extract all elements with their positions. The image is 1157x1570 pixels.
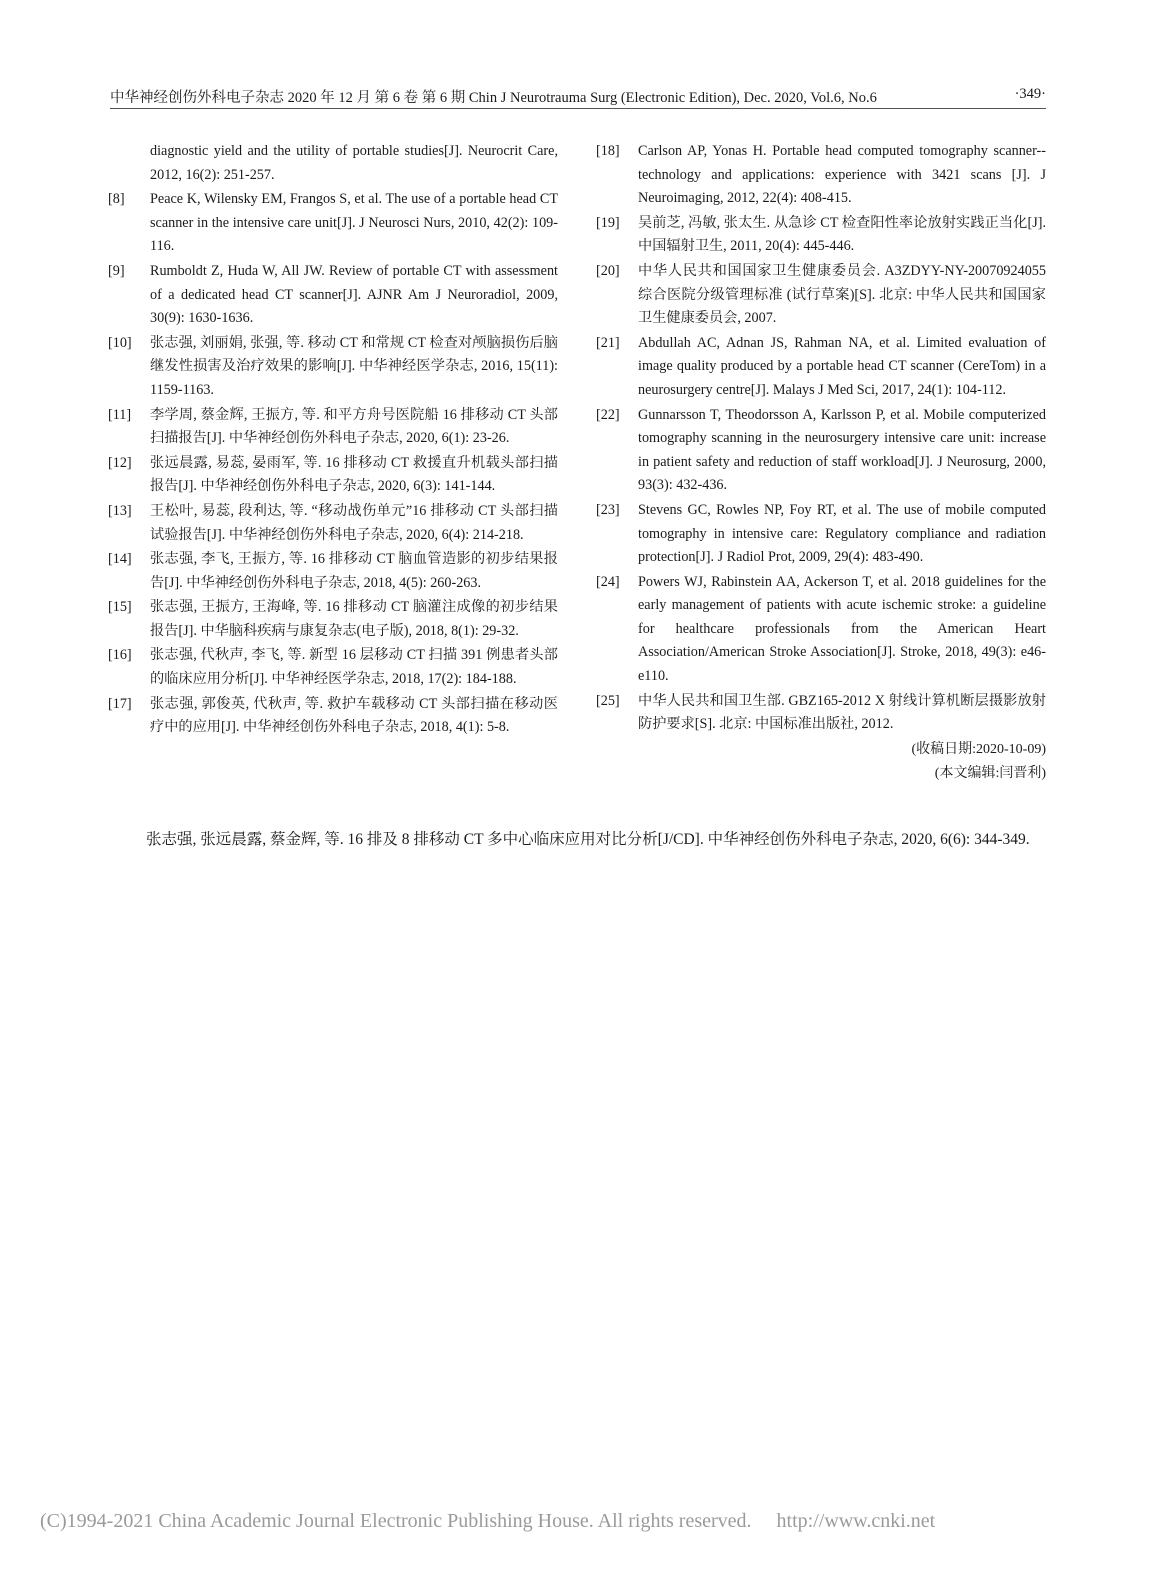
reference-item [108,693,558,740]
reference-number: [16] [108,647,132,664]
reference-continuation: diagnostic yield and the utility of portable studies[J]. Neurocrit Care, 2012, 16(2): 251-257. [150,143,558,183]
reference-text: 张志强, 刘丽娟, 张强, 等. 移动 CT 和常规 CT 检查对颅脑损伤后脑继发性损害及治疗效果的影响[J]. 中华神经医学杂志, 2016, 15(11): 1159-1163. [150,334,558,398]
reference-item [596,571,1046,689]
reference-text: Powers WJ, Rabinstein AA, Ackerson T, et al. 2018 guidelines for the early management of patients with acute ischemic stroke: a guideline for healthcare professionals from the American Heart Association/American Stroke Association[J]. Stroke, 2018, 49(3): e46-e110. [638,573,1046,685]
reference-item [596,212,1046,259]
reference-text: 王松叶, 易蕊, 段利达, 等. “移动战伤单元”16 排移动 CT 头部扫描试验报告[J]. 中华神经创伤外科电子杂志, 2020, 6(4): 214-218. [150,502,558,543]
reference-number: [19] [596,214,620,231]
reference-number: [12] [108,454,132,471]
reference-number: [18] [596,143,620,159]
reference-item [108,644,558,691]
reference-item [108,548,558,595]
reference-item [596,404,1046,498]
reference-number: [10] [108,334,132,351]
reference-number: [21] [596,334,620,351]
reference-item [108,188,558,259]
copyright-text: (C)1994-2021 China Academic Journal Electronic Publishing House. All rights reserved. [40,1510,752,1532]
reference-item [596,140,1046,211]
reference-text: 张远晨露, 易蕊, 晏雨军, 等. 16 排移动 CT 救援直升机载头部扫描报告[J]. 中华神经创伤外科电子杂志, 2020, 6(3): 141-144. [150,454,558,495]
copyright-footer [40,1510,935,1533]
reference-item [108,596,558,643]
reference-item [108,404,558,451]
reference-number: [20] [596,262,620,279]
reference-text: 张志强, 李飞, 王振方, 等. 16 排移动 CT 脑血管造影的初步结果报告[J]. 中华神经创伤外科电子杂志, 2018, 4(5): 260-263. [150,551,558,591]
editor-credit: (本文编辑:闫晋利) [934,765,1046,781]
reference-number: [23] [596,501,620,518]
reference-number: [9] [108,262,125,279]
article-citation: 张志强, 张远晨露, 蔡金辉, 等. 16 排及 8 排移动 CT 多中心临床应用对比分析[J/CD]. 中华神经创伤外科电子杂志, 2020, 6(6): 344-349. [146,831,1030,848]
reference-item [108,452,558,499]
page-number: ·349· [1014,86,1046,102]
reference-number: [17] [108,695,132,712]
reference-text: Abdullah AC, Adnan JS, Rahman NA, et al. Limited evaluation of image quality produced by a portable head CT scanner (CereTom) in a neurosurgery centre[J]. Malays J Med Sci, 2017, 24(1): 104-112. [638,334,1046,398]
reference-item [596,499,1046,570]
left-column [108,140,558,741]
reference-number: [13] [108,502,132,519]
reference-text: 吴前芝, 冯敏, 张太生. 从急诊 CT 检查阳性率论放射实践正当化[J]. 中国辐射卫生, 2011, 20(4): 445-446. [638,214,1046,255]
reference-item [108,260,558,331]
reference-number: [24] [596,573,620,590]
reference-item [596,260,1046,331]
running-header [110,86,1046,109]
reference-text: Rumboldt Z, Huda W, All JW. Review of portable CT with assessment of a dedicated head CT scanner[J]. AJNR Am J Neuroradiol, 2009, 30(9): 1630-1636. [150,262,558,327]
received-date: (收稿日期:2020-10-09) [911,741,1046,757]
journal-title: 中华神经创伤外科电子杂志 2020 年 12 月 第 6 卷 第 6 期 Chin J Neurotrauma Surg (Electronic Edition), Dec. 2020, Vol.6, No.6 [110,90,877,106]
reference-item [596,690,1046,737]
reference-number: [22] [596,406,620,423]
reference-number: [25] [596,692,620,709]
reference-item [108,332,558,403]
reference-text: Gunnarsson T, Theodorsson A, Karlsson P, et al. Mobile computerized tomography scanning in the neurosurgery intensive care unit: increase in patient safety and reduction of staff workload[J]. J Neurosurg, 2000, 93(3): 432-436. [638,406,1046,494]
reference-item [108,500,558,547]
reference-text: 中华人民共和国国家卫生健康委员会. A3ZDYY-NY-20070924055 综合医院分级管理标准 (试行草案)[S]. 北京: 中华人民共和国国家卫生健康委员会, 2007. [638,262,1046,327]
reference-text: 张志强, 郭俊英, 代秋声, 等. 救护车载移动 CT 头部扫描在移动医疗中的应用[J]. 中华神经创伤外科电子杂志, 2018, 4(1): 5-8. [150,695,558,736]
reference-number: [15] [108,599,132,616]
reference-text: Peace K, Wilensky EM, Frangos S, et al. The use of a portable head CT scanner in the intensive care unit[J]. J Neurosci Nurs, 2010, 42(2): 109-116. [150,191,558,255]
reference-number: [14] [108,551,132,568]
reference-text: Stevens GC, Rowles NP, Foy RT, et al. The use of mobile computed tomography in intensive care: Regulatory compliance and radiation protection[J]. J Radiol Prot, 2009, 29(4): 483-490. [638,501,1046,566]
reference-text: 中华人民共和国卫生部. GBZ165-2012 X 射线计算机断层摄影放射防护要求[S]. 北京: 中国标准出版社, 2012. [638,692,1046,733]
right-column [596,140,1046,786]
cnki-link[interactable]: http://www.cnki.net [776,1510,936,1532]
reference-item [596,332,1046,403]
reference-number: [8] [108,191,125,208]
reference-text: 李学周, 蔡金辉, 王振方, 等. 和平方舟号医院船 16 排移动 CT 头部扫描报告[J]. 中华神经创伤外科电子杂志, 2020, 6(1): 23-26. [150,406,558,447]
reference-text: 张志强, 代秋声, 李飞, 等. 新型 16 层移动 CT 扫描 391 例患者头部的临床应用分析[J]. 中华神经医学杂志, 2018, 17(2): 184-188. [150,647,558,688]
reference-number: [11] [108,406,132,423]
reference-text: Carlson AP, Yonas H. Portable head computed tomography scanner--technology and applications: experience with 3421 scans [J]. J Neuroimaging, 2012, 22(4): 408-415. [638,143,1046,207]
reference-text: 张志强, 王振方, 王海峰, 等. 16 排移动 CT 脑灌注成像的初步结果报告[J]. 中华脑科疾病与康复杂志(电子版), 2018, 8(1): 29-32. [150,599,558,639]
